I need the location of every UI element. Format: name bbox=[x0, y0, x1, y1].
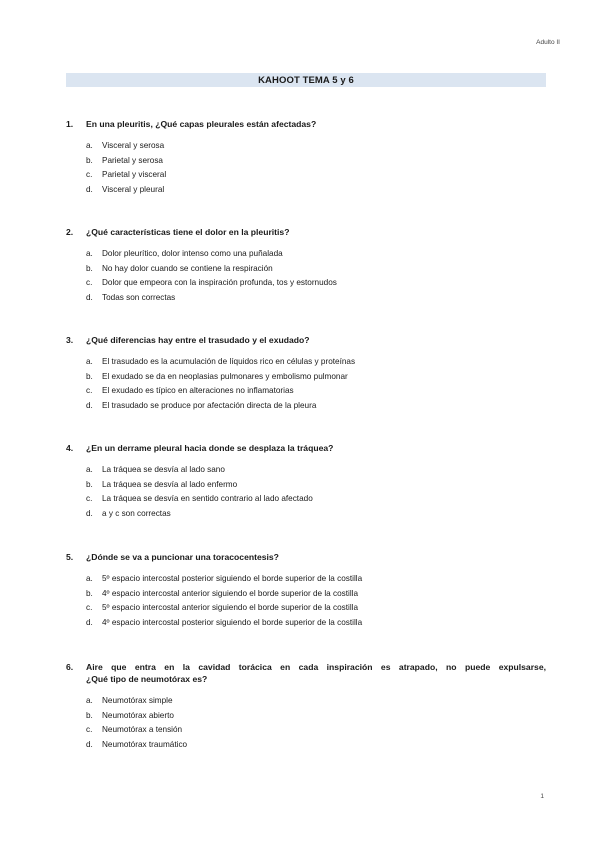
option-item: a. La tráquea se desvía al lado sano bbox=[86, 465, 225, 474]
question-number: 3. bbox=[66, 335, 74, 345]
question-2 bbox=[66, 226, 546, 305]
option-list bbox=[66, 355, 546, 413]
option-item: d. a y c son correctas bbox=[86, 508, 171, 518]
question-text: ¿Qué diferencias hay entre el trasudado y el exudado? bbox=[86, 335, 310, 345]
option-item: a. Dolor pleurítico, dolor intenso como una puñalada bbox=[86, 249, 283, 258]
title-bar bbox=[66, 73, 546, 87]
option-item: c. Parietal y visceral bbox=[86, 170, 167, 180]
question-number: 4. bbox=[66, 443, 74, 453]
document-header: Adulto II bbox=[536, 39, 560, 46]
option-item: c. El exudado es típico en alteraciones no inflamatorias bbox=[86, 386, 294, 396]
option-item: b. La tráquea se desvía al lado enfermo bbox=[86, 479, 238, 489]
question-number: 5. bbox=[66, 552, 74, 562]
option-item: a. El trasudado es la acumulación de líquidos rico en células y proteínas bbox=[86, 357, 356, 366]
option-item: b. El exudado se da en neoplasias pulmonares y embolismo pulmonar bbox=[86, 371, 348, 381]
question-1 bbox=[66, 118, 546, 197]
option-list bbox=[66, 247, 546, 305]
option-item: d. 4º espacio intercostal posterior siguiendo el borde superior de la costilla bbox=[86, 617, 363, 627]
option-item: a. 5º espacio intercostal posterior siguiendo el borde superior de la costilla bbox=[86, 574, 363, 583]
option-item: a. Visceral y serosa bbox=[86, 141, 165, 150]
question-number: 6. bbox=[66, 662, 74, 672]
option-item: d. Visceral y pleural bbox=[86, 184, 165, 194]
option-item: a. Neumotórax simple bbox=[86, 696, 173, 705]
option-item: c. Dolor que empeora con la inspiración profunda, tos y estornudos bbox=[86, 278, 337, 288]
option-item: d. Todas son correctas bbox=[86, 292, 176, 302]
question-text: Aire que entra en la cavidad torácica en cada inspiración es atrapado, no puede expulsarse, bbox=[86, 662, 546, 672]
page-number: 1 bbox=[540, 793, 544, 800]
option-item: d. El trasudado se produce por afectación directa de la pleura bbox=[86, 400, 317, 410]
option-item: b. Neumotórax abierto bbox=[86, 710, 174, 720]
option-item: c. Neumotórax a tensión bbox=[86, 725, 183, 735]
question-5 bbox=[66, 551, 546, 630]
option-item: c. 5º espacio intercostal anterior siguiendo el borde superior de la costilla bbox=[86, 603, 359, 613]
option-list bbox=[66, 139, 546, 197]
option-item: b. 4º espacio intercostal anterior siguiendo el borde superior de la costilla bbox=[86, 588, 359, 598]
option-item: b. No hay dolor cuando se contiene la respiración bbox=[86, 263, 273, 273]
question-number: 1. bbox=[66, 119, 74, 129]
option-list bbox=[66, 694, 546, 752]
option-item: d. Neumotórax traumático bbox=[86, 739, 188, 749]
question-number: 2. bbox=[66, 227, 74, 237]
option-item: c. La tráquea se desvía en sentido contrario al lado afectado bbox=[86, 494, 313, 504]
question-text: ¿En un derrame pleural hacia donde se desplaza la tráquea? bbox=[86, 443, 334, 453]
question-text: ¿Dónde se va a puncionar una toracocentesis? bbox=[86, 552, 279, 562]
question-text: ¿Qué características tiene el dolor en la pleuritis? bbox=[86, 227, 290, 237]
question-4 bbox=[66, 442, 546, 521]
option-item: b. Parietal y serosa bbox=[86, 155, 163, 165]
question-text: En una pleuritis, ¿Qué capas pleurales están afectadas? bbox=[86, 119, 317, 129]
question-6 bbox=[66, 661, 546, 752]
question-text-continuation: ¿Qué tipo de neumotórax es? bbox=[86, 674, 208, 684]
question-3 bbox=[66, 334, 546, 413]
option-list bbox=[66, 572, 546, 630]
document-title: KAHOOT TEMA 5 y 6 bbox=[258, 74, 354, 86]
option-list bbox=[66, 463, 546, 521]
